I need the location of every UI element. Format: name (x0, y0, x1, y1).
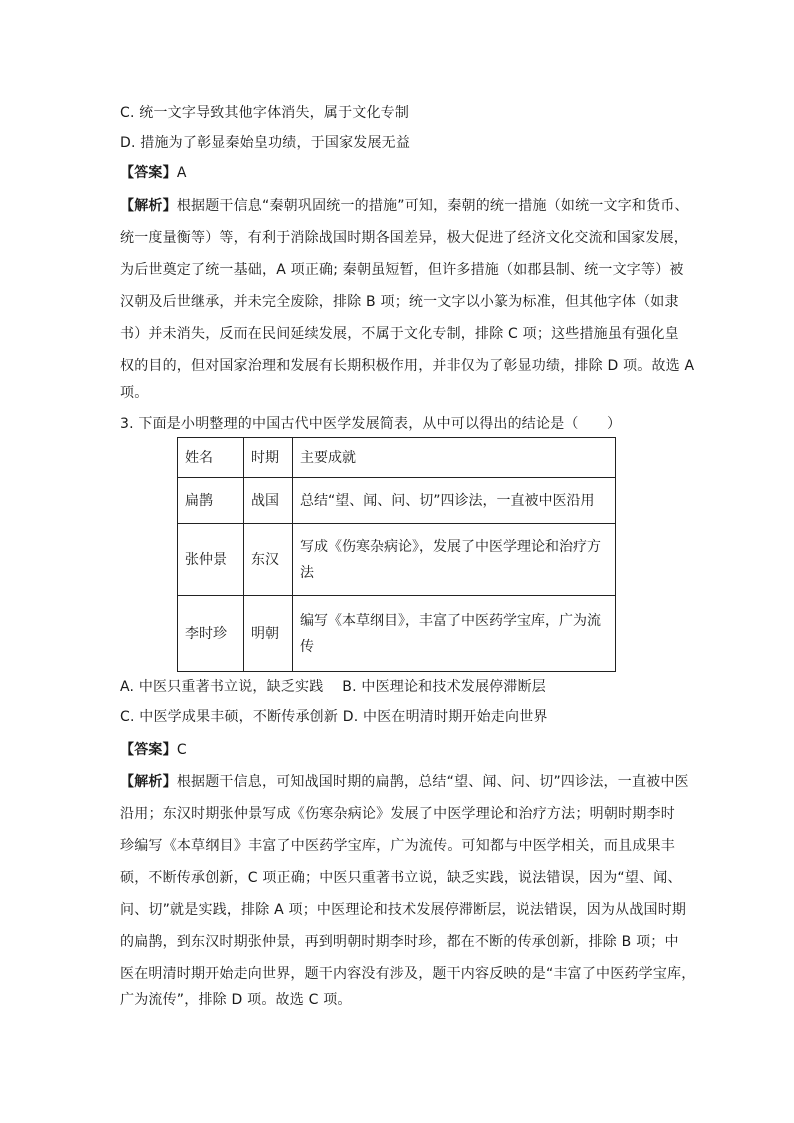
answer-label: 【答案】 (120, 742, 177, 758)
q2-analysis-line: 汉朝及后世继承，并未完全废除，排除 B 项；统一文字以小篆为标准，但其他字体（如隶 (120, 294, 679, 310)
medicine-history-table (177, 437, 616, 672)
q3-options-cd: C. 中医学成果丰硕，不断传承创新 D. 中医在明清时期开始走向世界 (120, 709, 548, 725)
table-cell: 张仲景 (178, 524, 244, 596)
table-cell: 总结“望、闻、问、切”四诊法，一直被中医沿用 (293, 478, 616, 524)
table-cell: 战国 (244, 478, 293, 524)
table-row (178, 524, 616, 596)
table-cell: 东汉 (244, 524, 293, 596)
table-header-row (178, 438, 616, 478)
analysis-label: 【解析】 (120, 774, 177, 790)
q2-option-d: D. 措施为了彰显秦始皇功绩，于国家发展无益 (120, 135, 411, 151)
answer-label: 【答案】 (120, 165, 177, 181)
q3-stem: 3. 下面是小明整理的中国古代中医学发展简表，从中可以得出的结论是（ ） (120, 416, 622, 432)
answer-value: A (176, 165, 187, 181)
q2-answer (120, 163, 187, 183)
q3-analysis-line: 医在明清时期开始走向世界，题干内容没有涉及，题干内容反映的是“丰富了中医药学宝库， (120, 966, 696, 982)
q3-answer (120, 740, 187, 760)
table-header-cell: 主要成就 (293, 438, 616, 478)
q3-analysis-line: 问、切”就是实践，排除 A 项；中医理论和技术发展停滞断层，说法错误，因为从战国时期 (120, 902, 687, 918)
q2-analysis-line: 书）并未消失，反而在民间延续发展，不属于文化专制，排除 C 项；这些措施虽有强化皇 (120, 326, 679, 342)
q3-analysis-line: 广为流传”，排除 D 项。故选 C 项。 (120, 992, 352, 1008)
table-cell: 李时珍 (178, 596, 244, 672)
table-cell: 明朝 (244, 596, 293, 672)
table-header-cell: 时期 (244, 438, 293, 478)
table-row (178, 478, 616, 524)
q2-analysis-line: 权的目的，但对国家治理和发展有长期积极作用，并非仅为了彰显功绩，排除 D 项。故选 A (120, 358, 695, 374)
q3-analysis-line: 珍编写《本草纲目》丰富了中医药学宝库，广为流传。可知都与中医学相关，而且成果丰 (120, 838, 675, 854)
q3-analysis-line: 的扁鹊，到东汉时期张仲景，再到明朝时期李时珍，都在不断的传承创新，排除 B 项；中 (120, 934, 679, 950)
table-cell: 扁鹊 (178, 478, 244, 524)
table-cell: 写成《伤寒杂病论》，发展了中医学理论和治疗方法 (293, 524, 616, 596)
q2-analysis-line: 为后世奠定了统一基础，A 项正确; 秦朝虽短暂，但许多措施（如郡县制、统一文字等）被 (120, 262, 684, 278)
q3-analysis-line: 硕，不断传承创新，C 项正确；中医只重著书立说，缺乏实践，说法错误，因为“望、闻、 (120, 870, 682, 886)
table-row (178, 596, 616, 672)
table-header-cell: 姓名 (178, 438, 244, 478)
table-cell: 编写《本草纲目》，丰富了中医药学宝库，广为流传 (293, 596, 616, 672)
answer-value: C (176, 742, 187, 758)
analysis-text: 根据题干信息，可知战国时期的扁鹊，总结“望、闻、问、切”四诊法，一直被中医 (176, 774, 689, 790)
q2-option-c: C. 统一文字导致其他字体消失，属于文化专制 (120, 105, 410, 121)
q2-analysis-line (120, 196, 689, 216)
q3-analysis-line: 沿用；东汉时期张仲景写成《伤寒杂病论》发展了中医学理论和治疗方法；明朝时期李时 (120, 806, 675, 822)
q3-options-ab: A. 中医只重著书立说，缺乏实践 B. 中医理论和技术发展停滞断层 (120, 679, 546, 695)
analysis-label: 【解析】 (120, 198, 177, 214)
q2-analysis-line: 项。 (120, 385, 149, 401)
q3-analysis-line (120, 772, 689, 792)
analysis-text: 根据题干信息“秦朝巩固统一的措施”可知，秦朝的统一措施（如统一文字和货币、 (176, 198, 689, 214)
q2-analysis-line: 统一度量衡等）等，有利于消除战国时期各国差异，极大促进了经济文化交流和国家发展， (120, 230, 688, 246)
